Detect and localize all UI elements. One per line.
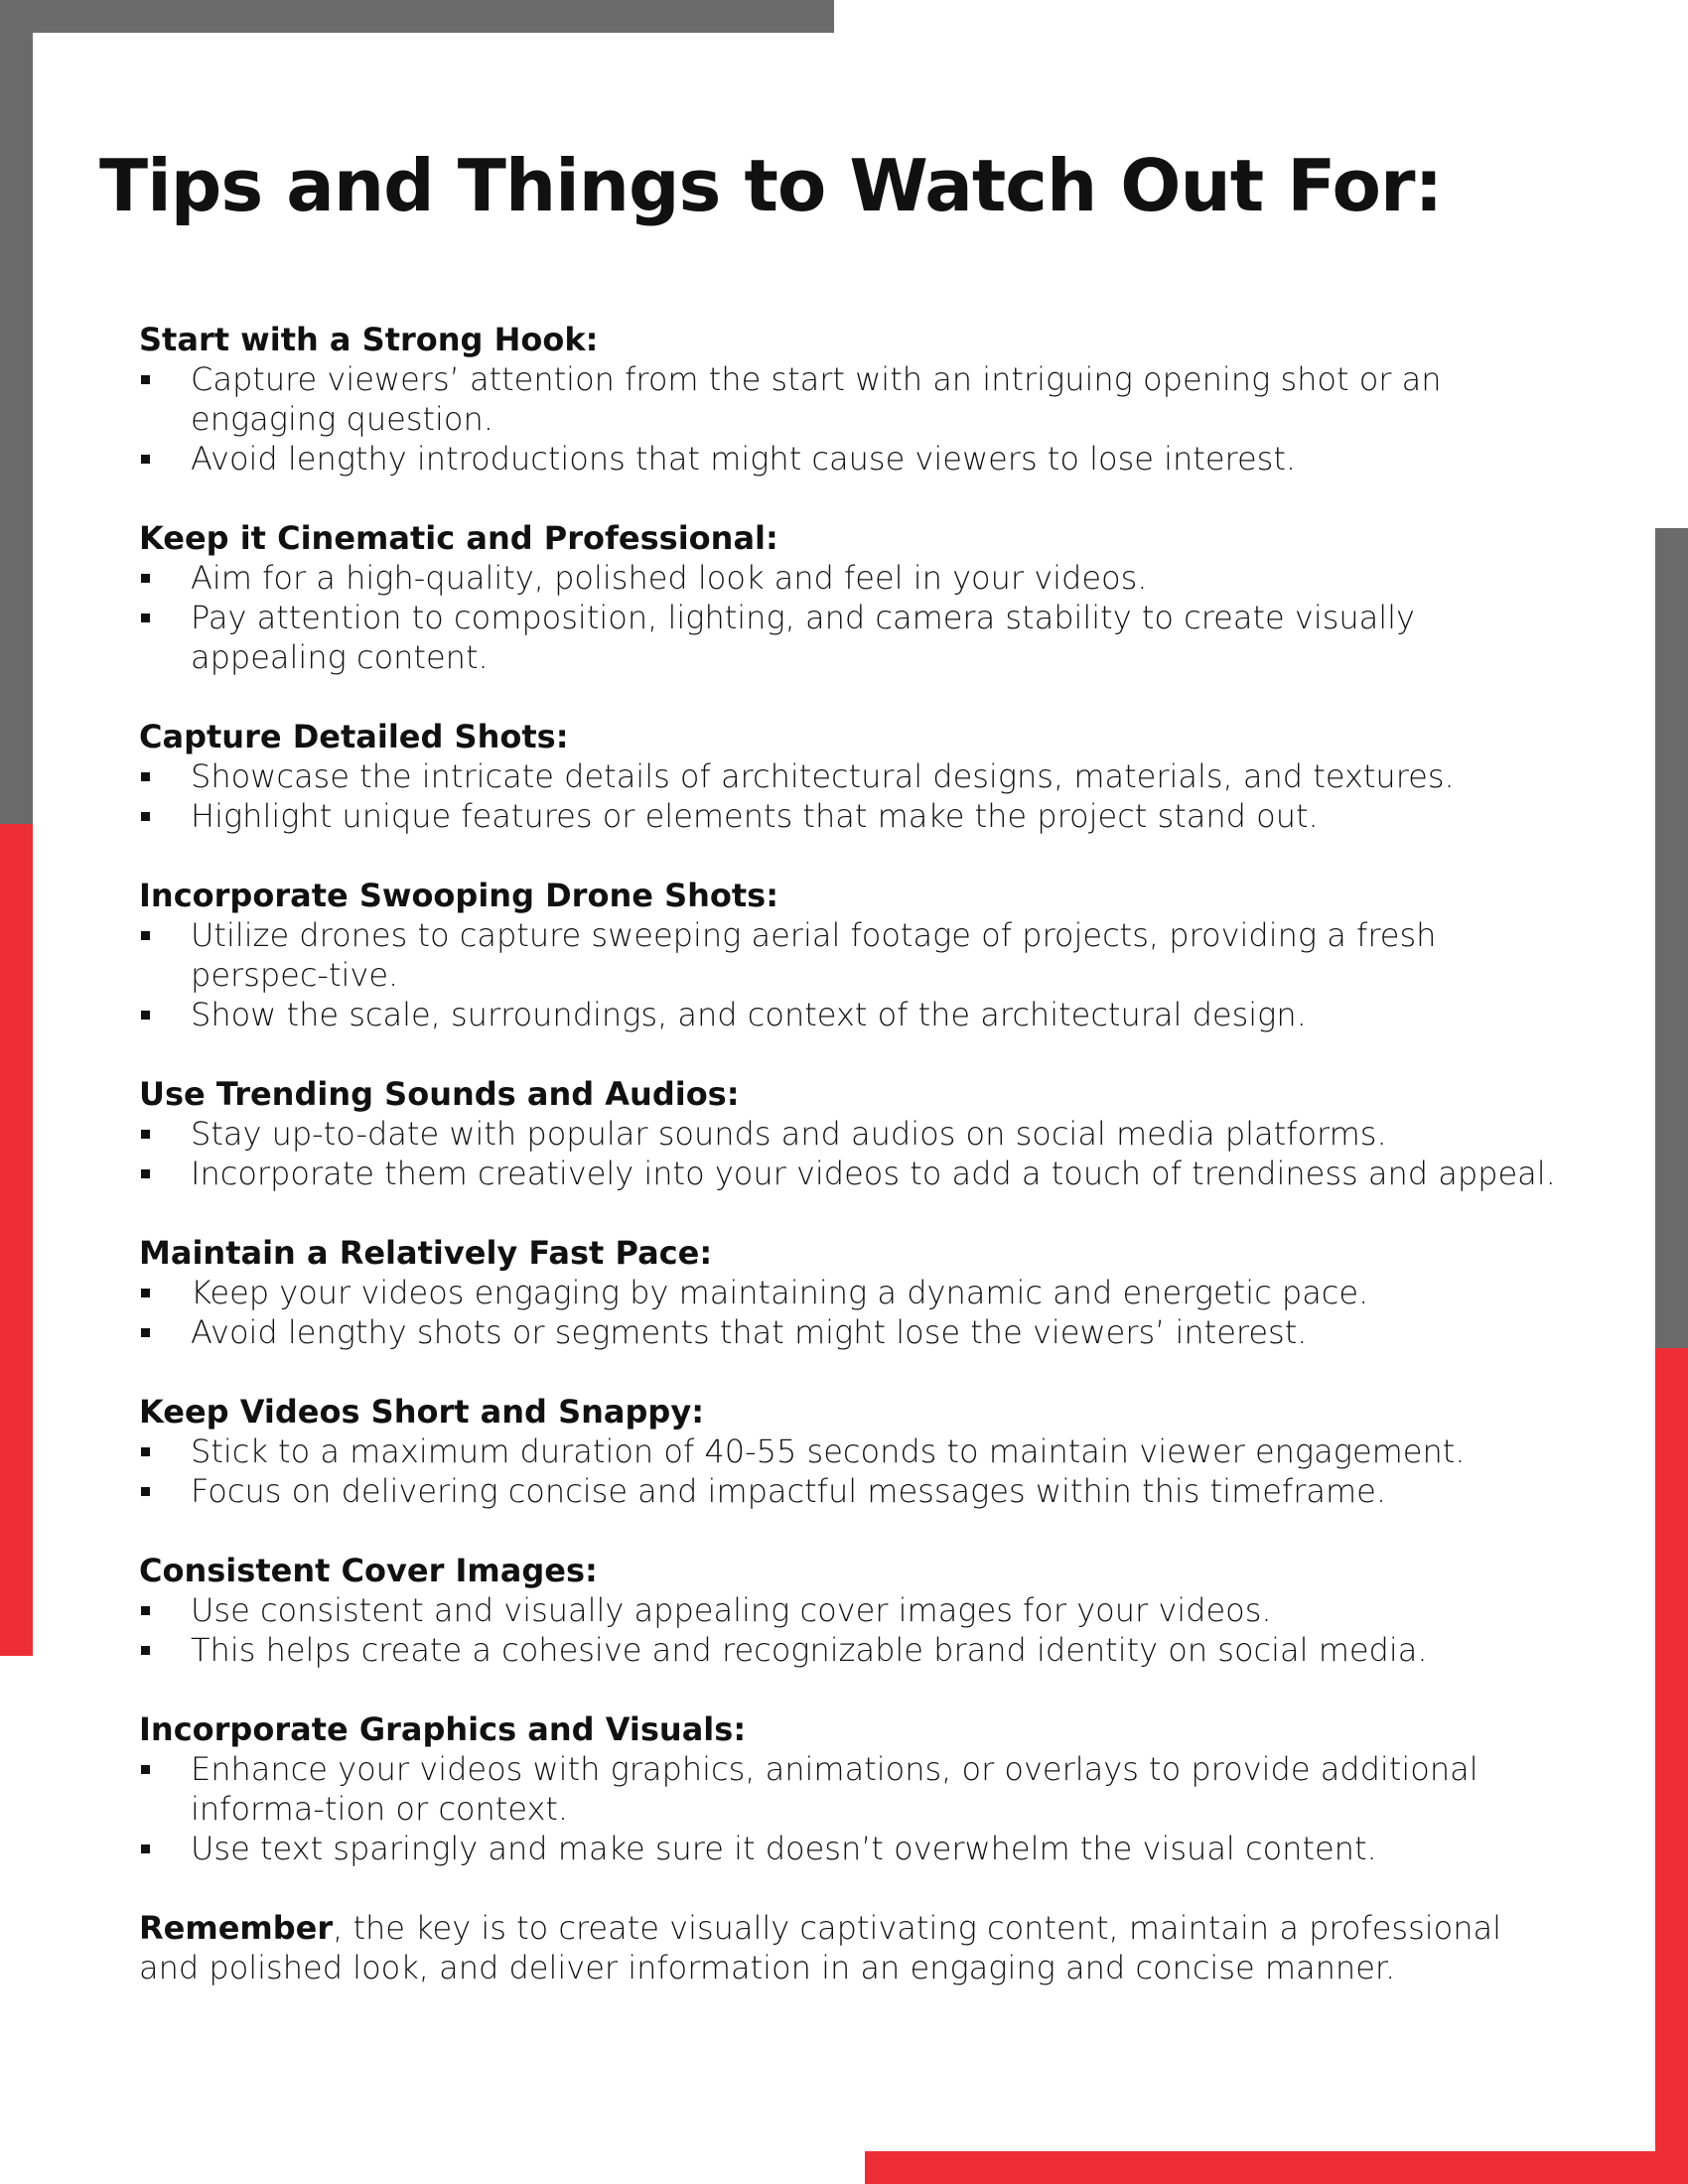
section-heading: Consistent Cover Images:: [139, 1552, 598, 1589]
bullet-item: Highlight unique features or elements that make the project stand out.: [139, 796, 1569, 836]
frame-bottom-red-bar: [865, 2151, 1688, 2184]
bullet-list: [139, 1273, 1569, 1352]
frame-left-red-bar: [0, 824, 33, 1656]
bullet-list: [139, 1749, 1569, 1868]
tips-content: [139, 320, 1569, 1987]
tip-section: [139, 518, 1569, 677]
frame-top-gray-bar: [0, 0, 834, 33]
bullet-item: Pay attention to composition, lighting, and camera stability to create visually appealing content.: [139, 598, 1569, 677]
bullet-item: Show the scale, surroundings, and context of the architectural design.: [139, 995, 1569, 1034]
bullet-item: Keep your videos engaging by maintaining a dynamic and energetic pace.: [139, 1273, 1569, 1312]
bullet-list: [139, 1114, 1569, 1193]
tip-section: [139, 1233, 1569, 1352]
bullet-item: Use consistent and visually appealing cover images for your videos.: [139, 1590, 1569, 1630]
section-heading: Use Trending Sounds and Audios:: [139, 1075, 740, 1113]
bullet-list: [139, 756, 1569, 836]
bullet-item: Use text sparingly and make sure it doesn’t overwhelm the visual content.: [139, 1829, 1569, 1868]
tip-section: [139, 1551, 1569, 1670]
section-heading: Keep Videos Short and Snappy:: [139, 1393, 704, 1431]
bullet-item: Avoid lengthy introductions that might cause viewers to lose interest.: [139, 439, 1569, 478]
section-heading: Capture Detailed Shots:: [139, 718, 569, 755]
bullet-item: Aim for a high-quality, polished look and feel in your videos.: [139, 558, 1569, 598]
bullet-item: Showcase the intricate details of architectural designs, materials, and textures.: [139, 756, 1569, 796]
section-heading: Start with a Strong Hook:: [139, 321, 599, 358]
tip-section: [139, 876, 1569, 1034]
frame-left-gray-bar: [0, 0, 33, 824]
bullet-item: This helps create a cohesive and recognizable brand identity on social media.: [139, 1630, 1569, 1670]
closing-paragraph: [139, 1908, 1569, 1987]
tips-sections: [139, 320, 1569, 1868]
frame-right-red-bar: [1655, 1348, 1688, 2184]
bullet-item: Stay up-to-date with popular sounds and audios on social media platforms.: [139, 1114, 1569, 1154]
tip-section: [139, 320, 1569, 478]
tip-section: [139, 1392, 1569, 1511]
tip-section: [139, 717, 1569, 836]
tip-section: [139, 1709, 1569, 1868]
bullet-list: [139, 359, 1569, 478]
section-heading: Maintain a Relatively Fast Pace:: [139, 1234, 713, 1272]
bullet-list: [139, 558, 1569, 677]
bullet-item: Stick to a maximum duration of 40-55 seconds to maintain viewer engagement.: [139, 1432, 1569, 1471]
bullet-item: Utilize drones to capture sweeping aerial footage of projects, providing a fresh perspec-tive.: [139, 915, 1569, 995]
bullet-item: Focus on delivering concise and impactful messages within this timeframe.: [139, 1471, 1569, 1511]
bullet-item: Enhance your videos with graphics, animations, or overlays to provide additional informa-tion or context.: [139, 1749, 1569, 1829]
bullet-item: Incorporate them creatively into your videos to add a touch of trendiness and appeal.: [139, 1154, 1569, 1193]
bullet-list: [139, 1432, 1569, 1511]
page-title: Tips and Things to Watch Out For:: [99, 144, 1443, 227]
section-heading: Incorporate Graphics and Visuals:: [139, 1710, 747, 1748]
closing-lead: Remember: [139, 1909, 334, 1947]
tip-section: [139, 1074, 1569, 1193]
bullet-item: Avoid lengthy shots or segments that might lose the viewers’ interest.: [139, 1312, 1569, 1352]
section-heading: Incorporate Swooping Drone Shots:: [139, 877, 779, 914]
section-heading: Keep it Cinematic and Professional:: [139, 519, 778, 557]
frame-right-gray-bar: [1655, 528, 1688, 1348]
closing-text: , the key is to create visually captivating content, maintain a professional and polished look, and deliver information in an engaging and concise manner.: [139, 1909, 1501, 1986]
bullet-list: [139, 915, 1569, 1034]
bullet-list: [139, 1590, 1569, 1670]
bullet-item: Capture viewers’ attention from the start with an intriguing opening shot or an engaging question.: [139, 359, 1569, 439]
